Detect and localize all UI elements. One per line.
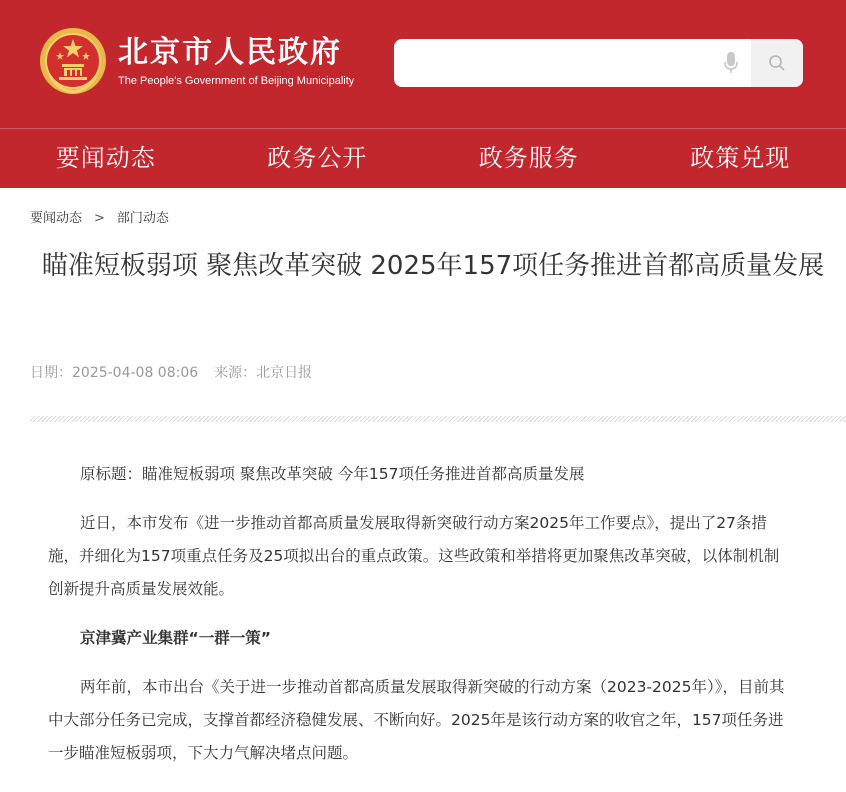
site-name-cn: 北京市人民政府 xyxy=(118,35,342,70)
breadcrumb xyxy=(30,207,169,226)
article-subheading: 京津冀产业集群“一群一策” xyxy=(80,629,271,647)
article-paragraph: 原标题：瞄准短板弱项 聚焦改革突破 今年157项任务推进首都高质量发展 xyxy=(80,465,585,483)
article-paragraph: 两年前，本市出台《关于进一步推动首都高质量发展取得新突破的行动方案（2023-2025年）》，目前其中大部分任务已完成，支撑首都经济稳健发展、不断向好。2025年是该行动方案的收官之年，157项任务进一步瞄准短板弱项，下大力气解决堵点问题。 xyxy=(48,678,785,762)
nav-item-policy[interactable]: 政策兑现 xyxy=(690,144,791,172)
search-input[interactable] xyxy=(394,39,711,87)
search-button[interactable] xyxy=(751,39,803,87)
breadcrumb-item-news[interactable]: 要闻动态 xyxy=(30,211,83,226)
microphone-icon[interactable] xyxy=(711,39,751,87)
nav-item-news[interactable]: 要闻动态 xyxy=(55,144,156,172)
article-body xyxy=(48,458,794,786)
search-icon xyxy=(768,54,786,72)
nav-item-gov-services[interactable]: 政务服务 xyxy=(478,144,579,172)
search-bar xyxy=(394,39,803,87)
article-meta xyxy=(30,362,312,382)
article-source: 来源：北京日报 xyxy=(214,365,313,381)
site-name-en: The People's Government of Beijing Municipality xyxy=(118,75,355,87)
site-brand[interactable] xyxy=(38,26,354,96)
national-emblem-icon xyxy=(38,26,108,96)
site-header xyxy=(0,0,846,188)
article-title: 瞄准短板弱项 聚焦改革突破 2025年157项任务推进首都高质量发展 xyxy=(41,251,825,281)
article-paragraph: 近日，本市发布《进一步推动首都高质量发展取得新突破行动方案2025年工作要点》，提出了27条措施，并细化为157项重点任务及25项拟出台的重点政策。这些政策和举措将更加聚焦改革突破，以体制机制创新提升高质量发展效能。 xyxy=(48,514,780,598)
main-nav xyxy=(0,129,846,188)
breadcrumb-separator: > xyxy=(94,211,105,226)
article-divider xyxy=(30,416,846,422)
article-date: 日期：2025-04-08 08:06 xyxy=(30,365,199,381)
nav-item-gov-affairs[interactable]: 政务公开 xyxy=(267,144,368,172)
breadcrumb-item-dept[interactable]: 部门动态 xyxy=(116,211,169,226)
